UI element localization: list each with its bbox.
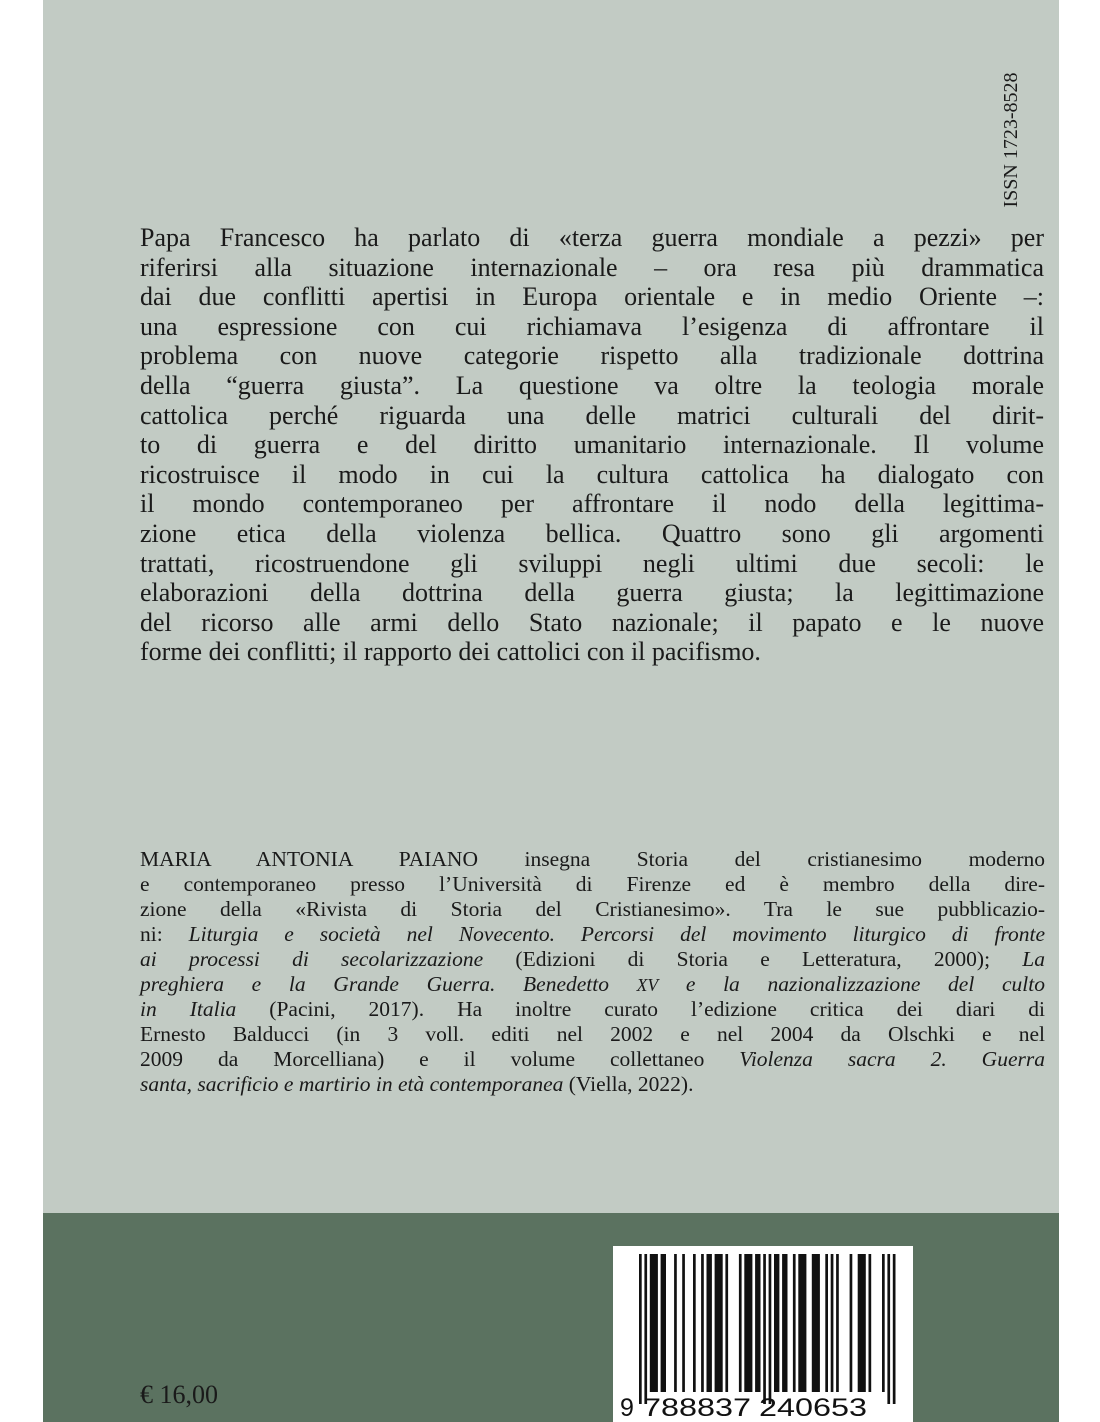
- description-line: to di guerra e del diritto umanitario internazionale. Il volume: [140, 430, 1044, 460]
- description-line: problema con nuove categorie rispetto alla tradizionale dottrina: [140, 341, 1044, 371]
- barcode-bar: [774, 1254, 779, 1392]
- description-line: una espressione con cui richiamava l’esigenza di affrontare il: [140, 311, 1044, 341]
- barcode-digits-right: 240653: [759, 1394, 867, 1422]
- barcode-bar: [763, 1254, 766, 1404]
- bio-line: [140, 1047, 1045, 1072]
- barcode-bar: [674, 1254, 677, 1392]
- bio-text: (Viella, 2022).: [563, 1072, 694, 1097]
- book-title: in Italia: [140, 997, 237, 1022]
- bio-text: (Edizioni di Storia e Letteratura, 2000);: [483, 946, 1023, 971]
- barcode-bar: [812, 1254, 820, 1392]
- book-description: [140, 223, 1044, 667]
- issn-text: ISSN 1723-8528: [1000, 72, 1022, 208]
- bio-line: zione della «Rivista di Storia del Cristianesimo». Tra le sue pubblicazio-: [140, 896, 1045, 921]
- barcode-bar: [893, 1254, 896, 1404]
- barcode-bar: [650, 1254, 658, 1392]
- barcode-bar: [869, 1254, 872, 1392]
- back-cover: [43, 0, 1059, 1422]
- description-line: dai due conflitti apertisi in Europa orientale e in medio Oriente –:: [140, 282, 1044, 312]
- description-line: forme dei conflitti; il rapporto dei cattolici con il pacifismo.: [140, 637, 761, 667]
- book-title: La: [1022, 946, 1045, 971]
- bio-line: MARIA ANTONIA PAIANO insegna Storia del cristianesimo moderno: [140, 847, 1045, 871]
- description-line: elaborazioni della dottrina della guerra giusta; la legittimazione: [140, 578, 1044, 608]
- barcode-bar: [858, 1254, 866, 1392]
- bio-text: ni:: [140, 921, 189, 946]
- barcode-bar: [661, 1254, 666, 1392]
- barcode-bar: [798, 1254, 806, 1392]
- bio-line: Ernesto Balducci (in 3 voll. editi nel 2002 e nel 2004 da Olschki e nel: [140, 1022, 1045, 1047]
- book-title: ai processi di secolarizzazione: [140, 946, 484, 971]
- description-line: riferirsi alla situazione internazionale – ora resa più drammatica: [140, 252, 1044, 282]
- description-line: il mondo contemporaneo per affrontare il nodo della legittima-: [140, 489, 1044, 519]
- barcode: [613, 1246, 913, 1422]
- bio-line: [140, 922, 1045, 947]
- description-line: zione etica della violenza bellica. Quattro sono gli argomenti: [140, 518, 1044, 548]
- barcode-bar: [693, 1254, 696, 1392]
- barcode-bar: [744, 1254, 752, 1392]
- book-title: Liturgia e società nel Novecento. Percorsi del movimento liturgico di fronte: [188, 921, 1046, 946]
- book-title: Violenza sacra 2. Guerra: [739, 1047, 1045, 1072]
- barcode-bar: [887, 1254, 890, 1404]
- book-title: santa, sacrificio e martirio in età contemporanea: [140, 1072, 564, 1097]
- barcode-bar: [836, 1254, 839, 1392]
- barcode-bar: [825, 1254, 828, 1392]
- issn-label: [963, 45, 1035, 235]
- barcode-bar: [769, 1254, 772, 1404]
- barcode-bar: [639, 1254, 642, 1404]
- description-line: ricostruisce il modo in cui la cultura cattolica ha dialogato con: [140, 459, 1044, 489]
- description-line: Papa Francesco ha parlato di «terza guerra mondiale a pezzi» per: [140, 223, 1044, 252]
- barcode-bar: [725, 1254, 728, 1392]
- barcode-bar: [850, 1254, 853, 1392]
- bio-line: [140, 972, 1045, 998]
- barcode-bar: [793, 1254, 796, 1392]
- barcode-bar: [831, 1254, 834, 1392]
- barcode-bar: [701, 1254, 704, 1392]
- bio-line: [140, 997, 1045, 1022]
- author-bio: [140, 847, 1045, 1097]
- description-line: trattati, ricostruendone gli sviluppi negli ultimi due secoli: le: [140, 548, 1044, 578]
- bio-text: (Pacini, 2017). Ha inoltre curato l’edizione critica dei diari di: [236, 997, 1045, 1022]
- book-title: preghiera e la Grande Guerra. Benedetto: [140, 971, 637, 996]
- description-line: della “guerra giusta”. La questione va oltre la teologia morale: [140, 370, 1044, 400]
- barcode-bar: [739, 1254, 742, 1392]
- barcode-graphic: [613, 1246, 913, 1422]
- book-title-numeral: XV: [636, 974, 659, 995]
- barcode-bar: [755, 1254, 760, 1392]
- barcode-digit-first: 9: [620, 1394, 634, 1422]
- barcode-digits-left: 788837: [643, 1394, 751, 1422]
- bio-line: [140, 947, 1045, 972]
- barcode-bar: [682, 1254, 685, 1392]
- description-line: del ricorso alle armi dello Stato nazionale; il papato e le nuove: [140, 607, 1044, 637]
- barcode-bar: [782, 1254, 787, 1392]
- barcode-bar: [882, 1254, 885, 1392]
- bio-line: [140, 1072, 1045, 1097]
- price-label: € 16,00: [140, 1380, 218, 1409]
- bio-line: e contemporaneo presso l’Università di Firenze ed è membro della dire-: [140, 871, 1045, 896]
- barcode-bar: [715, 1254, 723, 1392]
- barcode-bar: [644, 1254, 647, 1404]
- bio-text: 2009 da Morcelliana) e il volume collettaneo: [140, 1047, 740, 1072]
- description-line: cattolica perché riguarda una delle matrici culturali del dirit-: [140, 400, 1044, 430]
- book-title: e la nazionalizzazione del culto: [658, 971, 1045, 996]
- barcode-bar: [707, 1254, 712, 1392]
